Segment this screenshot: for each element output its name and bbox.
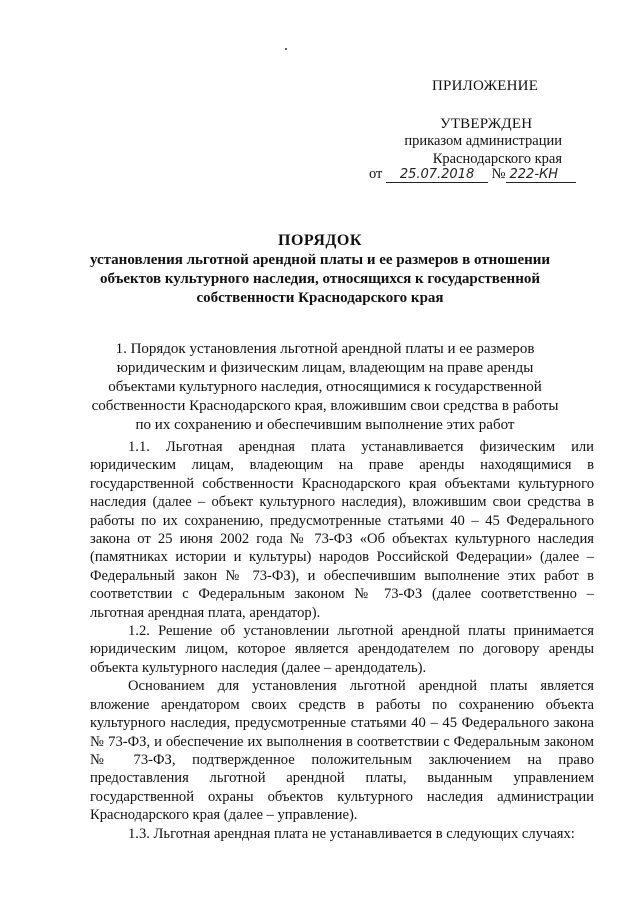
document-body	[90, 438, 594, 843]
appendix-label: ПРИЛОЖЕНИЕ	[432, 78, 539, 94]
handwritten-number: 222-КН	[506, 168, 576, 183]
paragraph-1-1: 1.1. Льготная арендная плата устанавливается физическим или юридическим лицам, владеющим на праве аренды находящимися в государственной собственности Краснодарского края объектами культурного наследия (далее – объект культурного наследия), вложившим свои средства в работы по их сохранению, предусмотренные статьями 40 – 45 Федерального закона от 25 июня 2002 года № 73-ФЗ «Об объектах культурного наследия (памятниках истории и культуры) народов Российской Федерации» (далее – Федеральный закон № 73-ФЗ), и обеспечившим выполнение этих работ в соответствии с Федеральным законом № 73-ФЗ (далее соответственно – льготная арендная плата, арендатор).	[90, 439, 594, 621]
document-title: ПОРЯДОК	[278, 232, 362, 249]
order-date-number-line	[369, 166, 576, 183]
document-subtitle: установления льготной арендной платы и ее размеров в отношении объектов культурного наследия, относящихся к государственной собственности Краснодарского края	[89, 252, 551, 306]
scan-speck	[285, 48, 287, 50]
number-prefix: №	[491, 166, 506, 182]
date-prefix: от	[369, 166, 383, 182]
paragraph-1-3: 1.3. Льготная арендная плата не устанавливается в следующих случаях:	[128, 825, 575, 842]
section-1-heading: 1. Порядок установления льготной арендной платы и ее размеров юридическим и физическим лицам, владеющим на праве аренды объектами культурного наследия, относящимися к государственной собственности Краснодарского края, вложившим свои средства в работы по их сохранению и обеспечившим выполнение этих работ	[91, 341, 559, 433]
order-line-2: Краснодарского края	[432, 151, 562, 167]
paragraph-basis: Основанием для установления льготной арендной платы является вложение арендатором своих средств в работы по сохранению объекта культурного наследия, предусмотренные статьями 40 – 45 Федерального закона № 73-ФЗ, и обеспечение их выполнения в соответствии с Федеральным законом № 73-ФЗ, подтвержденное положительным заключением на право предоставления льготной арендной платы, выданным управлением государственной охраны объектов культурного наследия администрации Краснодарского края (далее – управление).	[90, 678, 594, 824]
handwritten-date: 25.07.2018	[386, 168, 488, 183]
paragraph-1-2: 1.2. Решение об установлении льготной арендной платы принимается юридическим лицом, которое является арендодателем по договору аренды объекта культурного наследия (далее – арендодатель).	[90, 623, 594, 676]
approved-label: УТВЕРЖДЕН	[440, 116, 533, 132]
order-line-1: приказом администрации	[404, 133, 562, 149]
